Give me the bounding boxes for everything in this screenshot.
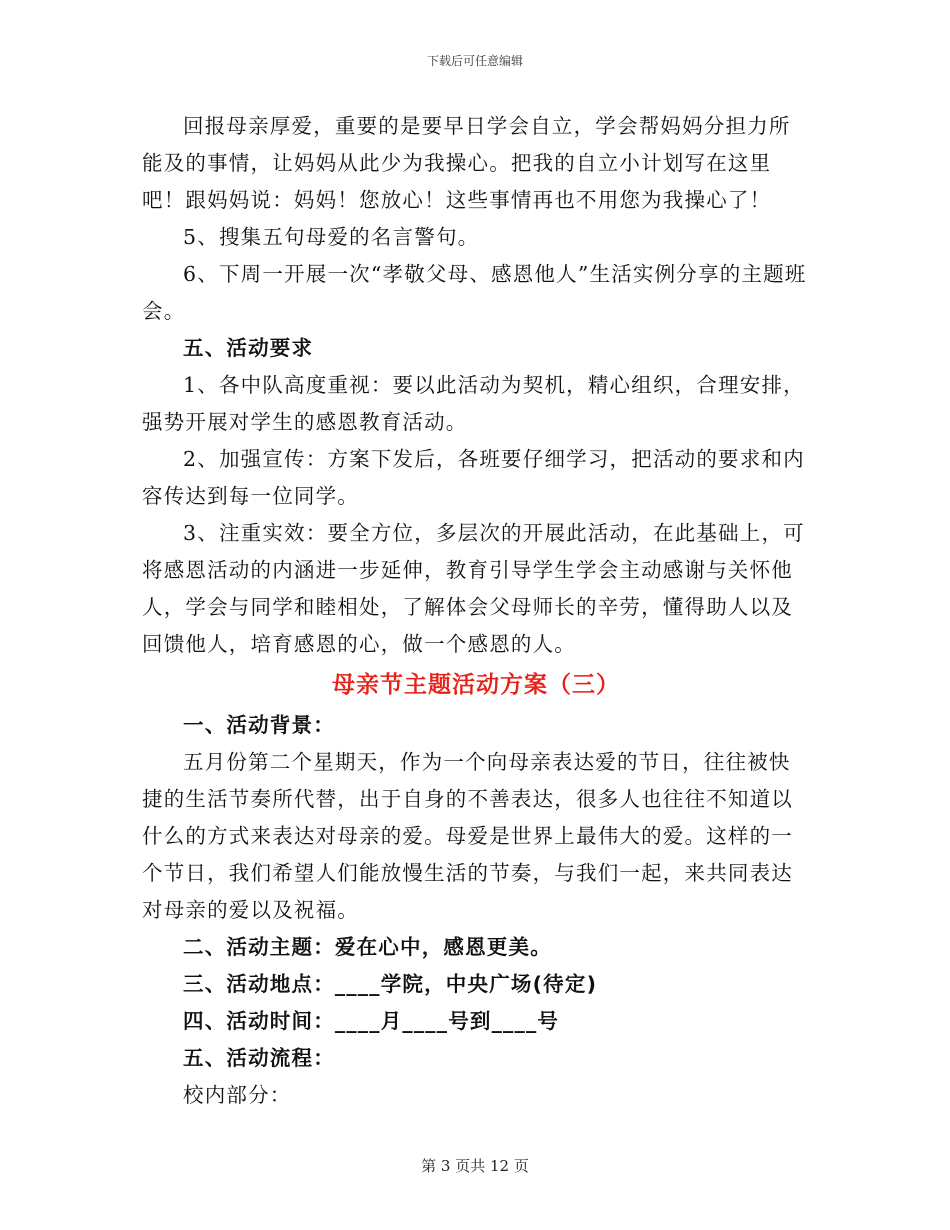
paragraph-self-reliance: 回报母亲厚爱，重要的是要早日学会自立，学会帮妈妈分担力所能及的事情，让妈妈从此少为我操心。把我的自立小计划写在这里吧！跟妈妈说：妈妈！您放心！这些事情再也不用您为我操心了！ (142, 114, 791, 212)
page-footer: 第 3 页共 12 页 (421, 1157, 529, 1175)
paragraph-item-5: 5、搜集五句母爱的名言警句。 (183, 225, 480, 249)
document-body (142, 108, 810, 1114)
heading-requirements: 五、活动要求 (183, 336, 314, 360)
heading-theme: 二、活动主题：爱在心中，感恩更美。 (183, 935, 552, 959)
heading-background: 一、活动背景： (183, 713, 335, 737)
paragraph-campus-part: 校内部分： (183, 1083, 292, 1107)
paragraph-item-6: 6、下周一开展一次“孝敬父母、感恩他人”生活实例分享的主题班会。 (142, 262, 807, 323)
paragraph-requirement-2: 2、加强宣传：方案下发后，各班要仔细学习，把活动的要求和内容传达到每一位同学。 (142, 447, 805, 508)
paragraph-requirement-1: 1、各中队高度重视：要以此活动为契机，精心组织，合理安排，强势开展对学生的感恩教育活动。 (142, 373, 805, 434)
heading-process: 五、活动流程： (183, 1046, 335, 1070)
paragraph-background: 五月份第二个星期天，作为一个向母亲表达爱的节日，往往被快捷的生活节奏所代替，出于自身的不善表达，很多人也往往不知道以什么的方式来表达对母亲的爱。母爱是世界上最伟大的爱。这样的一个节日，我们希望人们能放慢生活的节奏，与我们一起，来共同表达对母亲的爱以及祝福。 (142, 750, 793, 922)
page-header: 下载后可任意编辑 (426, 54, 523, 68)
heading-location: 三、活动地点：____学院，中央广场(待定) (183, 972, 598, 996)
section-title: 母亲节主题活动方案（三） (332, 672, 620, 698)
heading-time: 四、活动时间：____月____号到____号 (183, 1009, 560, 1033)
paragraph-requirement-3: 3、注重实效：要全方位，多层次的开展此活动，在此基础上，可将感恩活动的内涵进一步延伸，教育引导学生学会主动感谢与关怀他人，学会与同学和睦相处，了解体会父母师长的辛劳，懂得助人以及回馈他人，培育感恩的心，做一个感恩的人。 (142, 521, 805, 656)
